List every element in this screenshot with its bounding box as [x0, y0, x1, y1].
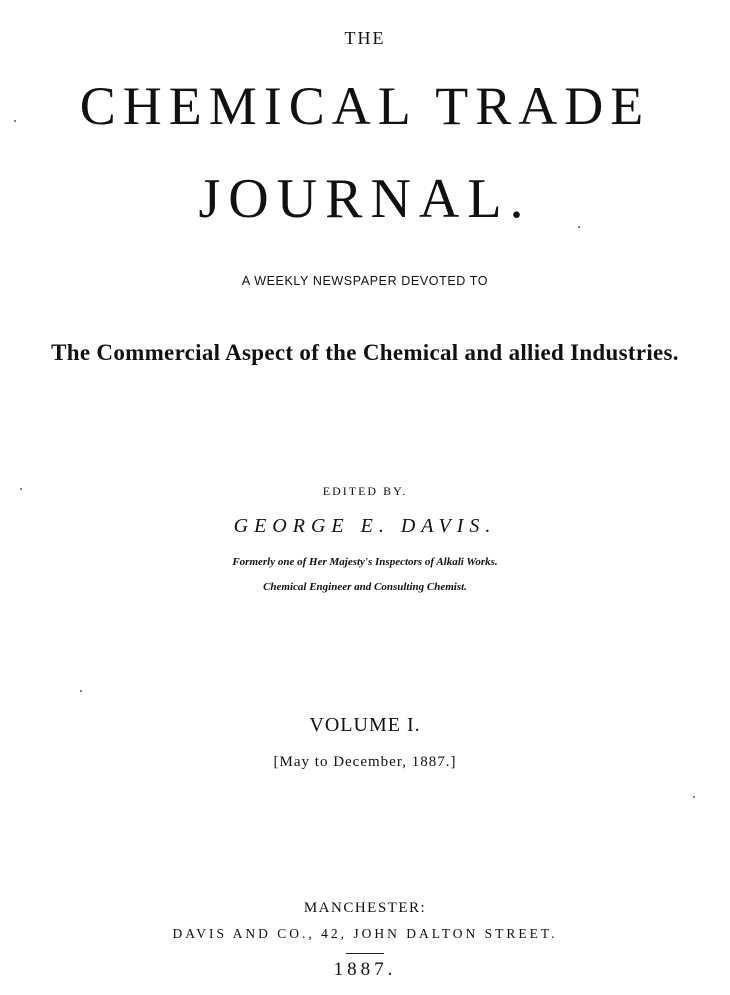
print-speck	[80, 690, 82, 692]
title-journal: JOURNAL.	[198, 168, 532, 230]
subject-line: The Commercial Aspect of the Chemical and allied Industries.	[51, 340, 679, 365]
editor-name: GEORGE E. DAVIS.	[233, 515, 497, 537]
volume-number: VOLUME I.	[309, 714, 421, 736]
editor-credential-2: Chemical Engineer and Consulting Chemist.	[263, 581, 467, 593]
title-main: CHEMICAL TRADE	[79, 76, 651, 136]
publisher-address: DAVIS AND CO., 42, JOHN DALTON STREET.	[172, 926, 558, 941]
volume-period: [May to December, 1887.]	[273, 754, 457, 770]
title-article: THE	[344, 28, 386, 48]
edited-by-label: EDITED BY.	[322, 484, 408, 498]
print-speck	[693, 796, 695, 798]
tagline: A WEEKLY NEWSPAPER DEVOTED TO	[241, 274, 489, 288]
print-speck	[578, 226, 580, 228]
editor-credential-1: Formerly one of Her Majesty's Inspectors of Alkali Works.	[232, 556, 498, 568]
publication-city: MANCHESTER:	[303, 900, 427, 916]
print-speck	[20, 488, 22, 490]
divider-rule	[346, 953, 384, 954]
print-speck	[14, 120, 16, 122]
publication-year: 1887.	[333, 959, 397, 980]
